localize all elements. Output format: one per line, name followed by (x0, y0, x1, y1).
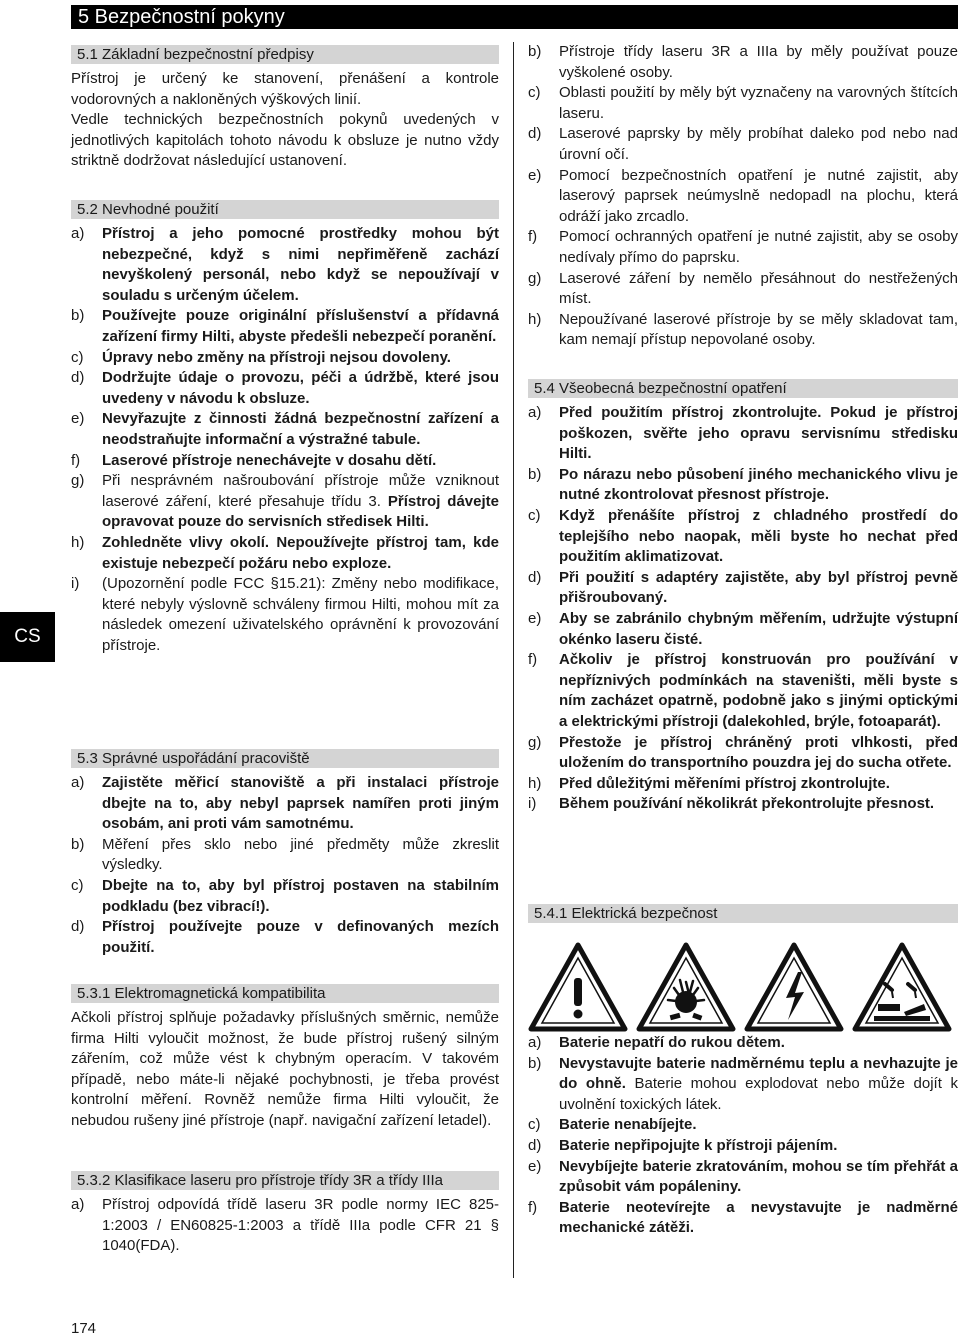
section-5-3-2 (71, 1171, 499, 1257)
list-item: a) Zajistěte měřicí stanoviště a při instalaci přístroje dbejte na to, aby nebyl paprsek namířen proti jiným osobám, ani proti vám samotnému. (71, 774, 499, 833)
language-tab: CS (0, 612, 55, 662)
list-item: f) Laserové přístroje nenechávejte v dosahu dětí. (71, 451, 437, 469)
list-item: e) Pomocí bezpečnostních opatření je nutné zajistit, aby laserový paprsek neúmyslně nedopadl na plochu, která odráží jako zrcadlo. (528, 166, 958, 225)
section-5-4-1 (528, 904, 958, 923)
battery-list (528, 1033, 958, 1239)
section-heading: 5.2 Nevhodné použití (71, 200, 499, 219)
column-divider (513, 42, 514, 1278)
list-item: b) Měření přes sklo nebo jiné předměty může zkreslit výsledky. (71, 835, 499, 874)
list-item: h) Nepoužívané laserové přístroje by se měly skladovat tam, kam nemají přístup nepovolané osoby. (528, 310, 958, 349)
paragraph: Ačkoli přístroj splňuje požadavky příslušných směrnic, nemůže firma Hilti vyloučit možnost, že bude přístroj rušený silným zářením, což může vést k chybným operacím. V takovém případě, nebo máte-li nějaké pochybnosti, je třeba provést kontrolní měření. Rovněž nemůže firma Hilti vyloučit, že nebudou rušeny jiné přístroje (např. navigační zařízení letadel). (71, 1009, 499, 1129)
list-item: f) Ačkoliv je přístroj konstruován pro používání v nepříznivých podmínkách na staveništi, měli byste s ním zacházet opatrně, podobně jako s jinými optickými a elektrickými přístroji (dalekohled, brýle, fotoaparát). (528, 651, 958, 730)
list-item: d) Přístroj používejte pouze v definovaných mezích použití. (71, 918, 499, 956)
list-item: a) Před použitím přístroj zkontrolujte. Pokud je přístroj poškozen, svěřte jeho opravu servisnímu středisku Hilti. (528, 404, 958, 463)
chapter-title: 5 Bezpečnostní pokyny (71, 5, 958, 29)
list-item: a) Baterie nepatří do rukou dětem. (528, 1034, 785, 1051)
corrosive-warning-icon (852, 942, 952, 1032)
list-item: d) Při použití s adaptéry zajistěte, aby byl přístroj pevně přišroubovaný. (528, 568, 958, 607)
list-item: c) Když přenášíte přístroj z chladného prostředí do teplejšího nebo naopak, měli byste ho nechat před použitím aklimatizovat. (528, 506, 958, 566)
warning-symbols (528, 942, 958, 1032)
general-warning-icon (528, 942, 628, 1032)
list-item: d) Dodržujte údaje o provozu, péči a údržbě, které jsou uvedeny v návodu k obsluze. (71, 369, 499, 407)
list-item: e) Nevyřazujte z činnosti žádná bezpečnostní zařízení a neodstraňujte informační a výstražné tabule. (71, 410, 499, 448)
list-item: h) Zohledněte vlivy okolí. Nepoužívejte přístroj tam, kde existuje nebezpečí požáru nebo exploze. (71, 533, 499, 572)
list-item: i) (Upozornění podle FCC §15.21): Změny nebo modifikace, které nebyly výslovně schváleny firmou Hilti, mohou mít za následek omezení uživatelského oprávnění k provozování přístroje. (71, 575, 499, 654)
list-item: e) Aby se zabránilo chybným měřením, udržujte výstupní okénko laseru čisté. (528, 609, 958, 648)
section-5-2 (71, 200, 499, 656)
page-number: 174 (71, 1320, 97, 1337)
section-5-3 (71, 749, 499, 958)
list-item: f) Baterie neotevírejte a nevystavujte je nadměrné mechanické zátěži. (528, 1198, 958, 1237)
list-item: d) Laserové paprsky by měly probíhat daleko pod nebo nad úrovní očí. (528, 125, 958, 163)
list-item: f) Pomocí ochranných opatření je nutné zajistit, aby se osoby nedívaly přímo do paprsku. (528, 228, 958, 266)
list-item: b) Přístroje třídy laseru 3R a IIIa by měly používat pouze vyškolené osoby. (528, 43, 958, 81)
list-item: c) Úpravy nebo změny na přístroji nejsou dovoleny. (71, 348, 451, 366)
list-item: a) Přístroj odpovídá třídě laseru 3R podle normy IEC 825-1:2003 / EN60825-1:2003 a třídě IIIa podle CFR 21 § 1040(FDA). (71, 1196, 499, 1255)
section-heading: 5.3.2 Klasifikace laseru pro přístroje třídy 3R a třídy IIIa (71, 1171, 499, 1190)
paragraph: Vedle technických bezpečnostních pokynů uvedených v jednotlivých kapitolách tohoto návodu k obsluze je nutno vždy striktně dodržovat následující ustanovení. (71, 111, 499, 170)
list-item: h) Před důležitými měřeními přístroj zkontrolujte. (528, 774, 890, 792)
list-item: d) Baterie nepřipojujte k přístroji pájením. (528, 1136, 838, 1154)
section-heading: 5.4.1 Elektrická bezpečnost (528, 904, 958, 923)
laser-class-list (528, 42, 958, 351)
paragraph: Přístroj je určený ke stanovení, přenášení a kontrole vodorovných a nakloněných výškových linií. (71, 70, 499, 108)
list-item: b) Po nárazu nebo působení jiného mechanického vlivu je nutné zkontrolovat přesnost přístroje. (528, 465, 958, 504)
list-item: g) Laserové záření by nemělo přesáhnout do nestřežených míst. (528, 269, 958, 308)
list-item: b) Používejte pouze originální příslušenství a přídavná zařízení firmy Hilti, abyste předešli nebezpečí poranění. (71, 307, 499, 345)
electric-shock-warning-icon (744, 942, 844, 1032)
section-5-1 (71, 45, 499, 172)
section-heading: 5.1 Základní bezpečnostní předpisy (71, 45, 499, 64)
list-item: i) Během používání několikrát překontrolujte přesnost. (528, 795, 935, 813)
section-heading: 5.3 Správné uspořádání pracoviště (71, 749, 499, 768)
list-item: c) Oblasti použití by měly být vyznačeny na varovných štítcích laseru. (528, 84, 958, 122)
list-item: e) Nevybíjejte baterie zkratováním, mohou se tím přehřát a způsobit vám popáleniny. (528, 1157, 958, 1196)
list-item: c) Baterie nenabíjejte. (528, 1116, 697, 1134)
list-item: g) Přestože je přístroj chráněný proti vlhkosti, před uložením do transportního pouzdra jej do sucha otřete. (528, 733, 958, 772)
list-item: c) Dbejte na to, aby byl přístroj postaven na stabilním podkladu (bez vibrací!). (71, 876, 499, 915)
section-heading: 5.3.1 Elektromagnetická kompatibilita (71, 984, 499, 1003)
section-5-4 (528, 379, 958, 815)
section-heading: 5.4 Všeobecná bezpečnostní opatření (528, 379, 958, 398)
list-item: g) Při nesprávném našroubování přístroje může vzniknout laserové záření, které přesahuje třídu 3. Přístroj dávejte opravovat pouze do servisních středisek Hilti. (71, 472, 499, 531)
section-5-3-1 (71, 984, 499, 1132)
explosion-warning-icon (636, 942, 736, 1032)
list-item: b) Nevystavujte baterie nadměrnému teplu a nevhazujte je do ohně. Baterie mohou explodovat nebo může dojít k uvolnění toxických látek. (528, 1054, 958, 1113)
list-item: a) Přístroj a jeho pomocné prostředky mohou být nebezpečné, když s nimi nepřiměřeně zachází nevyškolený personál, nebo když se nepoužívají v souladu s určeným účelem. (71, 225, 499, 304)
